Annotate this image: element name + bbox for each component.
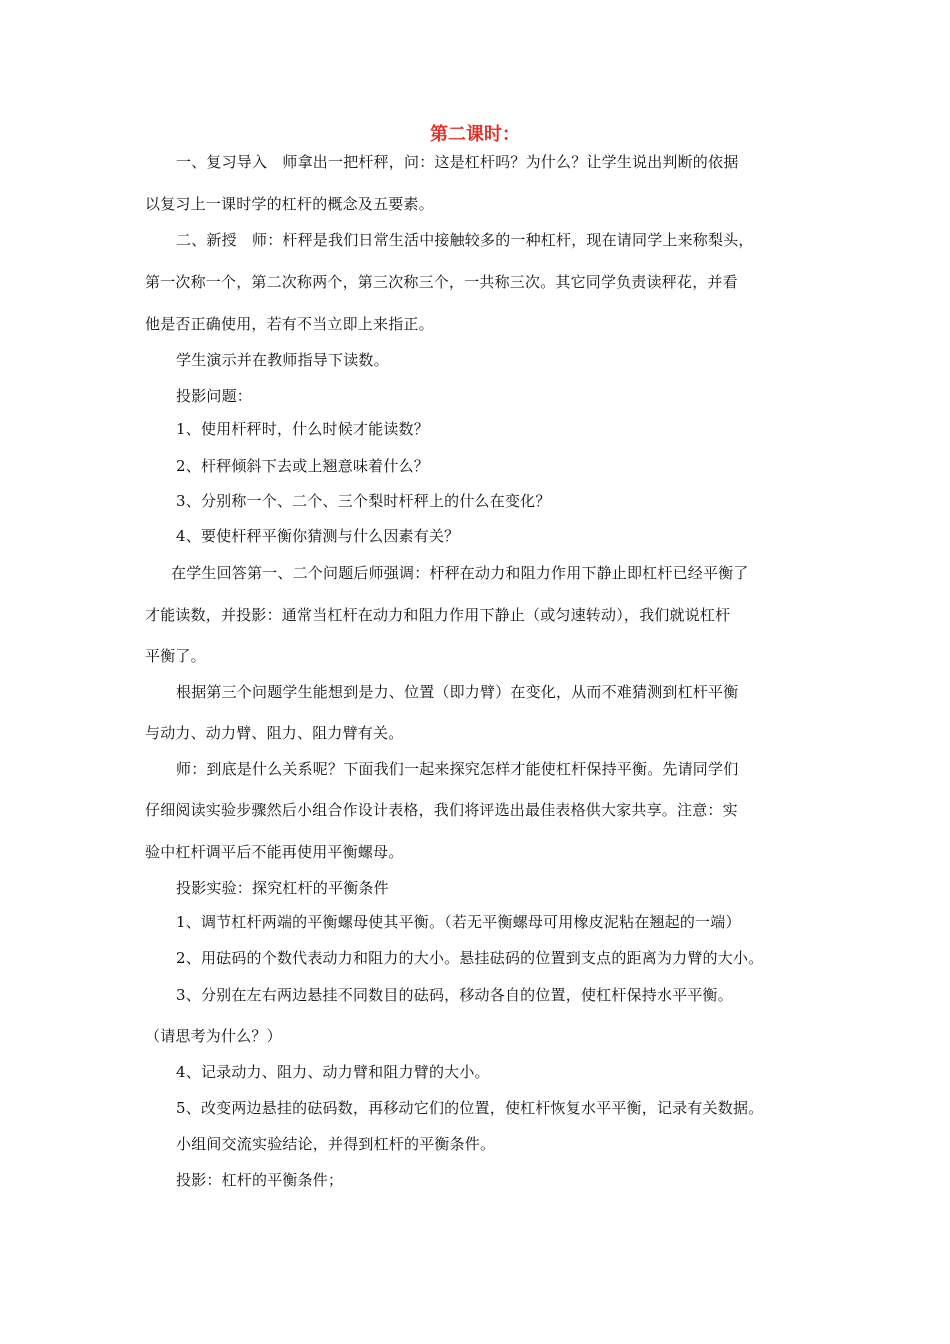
paragraph-line: 投影实验：探究杠杆的平衡条件 <box>176 879 389 897</box>
paragraph-line: （请思考为什么？） <box>145 1027 282 1045</box>
list-item: 3、分别称一个、二个、三个梨时杆秤上的什么在变化？ <box>176 492 551 510</box>
list-item: 4、要使杆秤平衡你猜测与什么因素有关？ <box>176 527 460 545</box>
paragraph-line: 学生演示并在教师指导下读数。 <box>176 351 389 369</box>
paragraph-line: 师：到底是什么关系呢？下面我们一起来探究怎样才能使杠杆保持平衡。先请同学们 <box>176 760 739 778</box>
list-item: 1、使用杆秤时，什么时候才能读数？ <box>176 420 429 438</box>
paragraph-line: 以复习上一课时学的杠杆的概念及五要素。 <box>145 195 434 213</box>
paragraph-line: 平衡了。 <box>145 647 206 665</box>
paragraph-line: 第一次称一个，第二次称两个，第三次称三个，一共称三次。其它同学负责读秤花，并看 <box>145 273 738 291</box>
paragraph-line: 小组间交流实验结论，并得到杠杆的平衡条件。 <box>176 1135 496 1153</box>
list-item: 3、分别在左右两边悬挂不同数目的砝码，移动各自的位置，使杠杆保持水平平衡。 <box>176 986 733 1004</box>
paragraph-line: 一、复习导入 师拿出一把杆秤，问：这是杠杆吗？为什么？让学生说出判断的依据 <box>176 153 739 171</box>
list-item: 5、改变两边悬挂的砝码数，再移动它们的位置，使杠杆恢复水平平衡，记录有关数据。 <box>176 1099 764 1117</box>
page-title: 第二课时： <box>430 124 520 145</box>
paragraph-line: 他是否正确使用，若有不当立即上来指正。 <box>145 315 434 333</box>
paragraph-line: 与动力、动力臂、阻力、阻力臂有关。 <box>145 724 404 742</box>
list-item: 1、调节杠杆两端的平衡螺母使其平衡。（若无平衡螺母可用橡皮泥粘在翘起的一端） <box>176 913 741 931</box>
paragraph-line: 仔细阅读实验步骤然后小组合作设计表格，我们将评选出最佳表格供大家共享。注意：实 <box>145 801 738 819</box>
paragraph-line: 验中杠杆调平后不能再使用平衡螺母。 <box>145 843 404 861</box>
paragraph-line: 二、新授 师：杆秤是我们日常生活中接触较多的一种杠杆，现在请同学上来称梨头， <box>176 231 754 249</box>
list-item: 4、记录动力、阻力、动力臂和阻力臂的大小。 <box>176 1063 490 1081</box>
list-item: 2、用砝码的个数代表动力和阻力的大小。悬挂砝码的位置到支点的距离为力臂的大小。 <box>176 949 764 967</box>
paragraph-line: 才能读数，并投影：通常当杠杆在动力和阻力作用下静止（或匀速转动），我们就说杠杆 <box>145 606 731 624</box>
paragraph-line: 投影问题： <box>176 387 253 405</box>
paragraph-line: 投影：杠杆的平衡条件； <box>176 1171 344 1189</box>
paragraph-line: 根据第三个问题学生能想到是力、位置（即力臂）在变化，从而不难猜测到杠杆平衡 <box>176 683 739 701</box>
paragraph-line: 在学生回答第一、二个问题后师强调：杆秤在动力和阻力作用下静止即杠杆已经平衡了 <box>171 564 749 582</box>
list-item: 2、杆秤倾斜下去或上翘意味着什么？ <box>176 457 429 475</box>
